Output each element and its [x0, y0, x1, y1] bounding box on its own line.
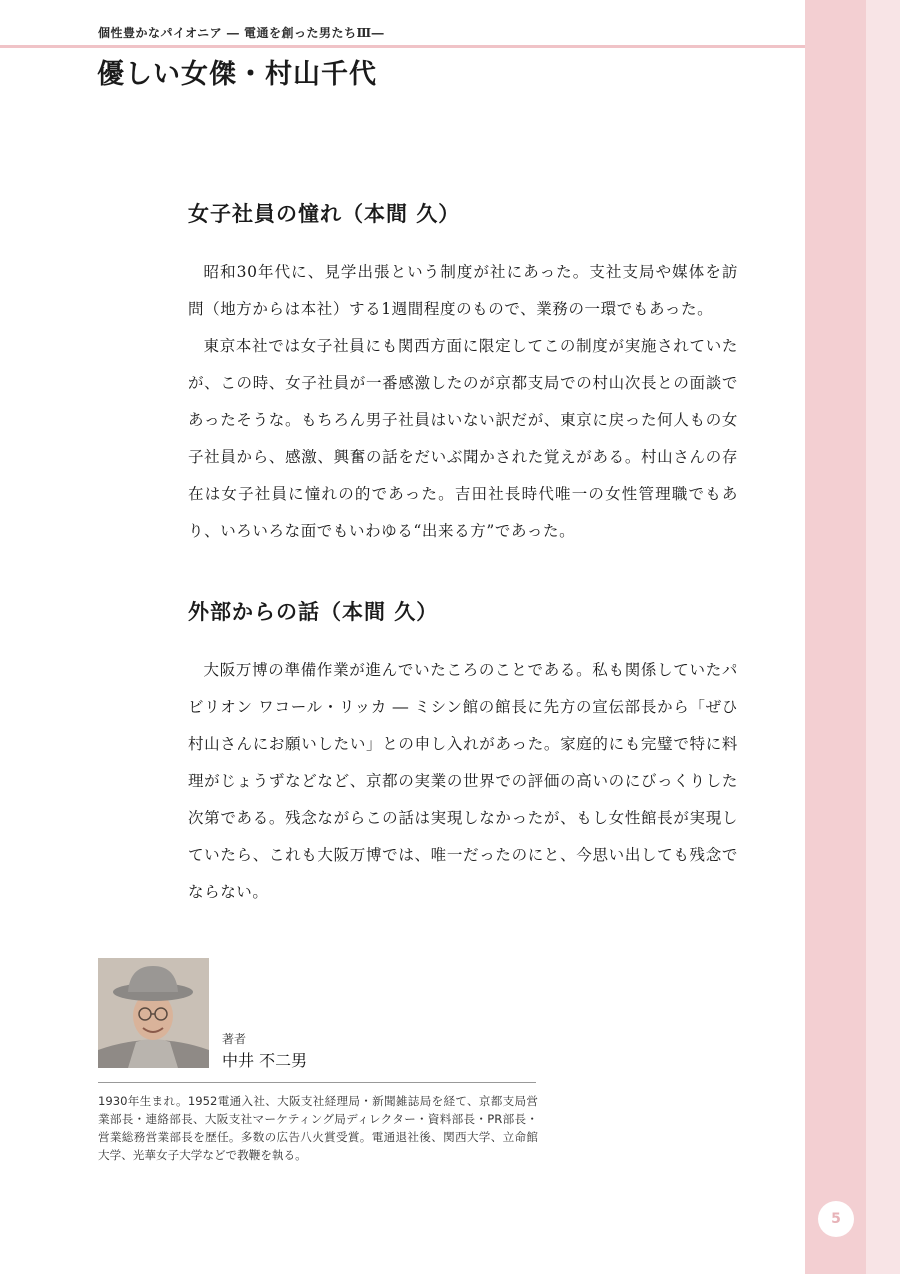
section-2: [188, 596, 738, 911]
author-bio: 1930年生まれ。1952電通入社、大阪支社経理局・新聞雑誌局を経て、京都支局営業部長・連絡部長、大阪支社マーケティング局ディレクター・資料部長・PR部長・営業総務営業部長を歴任。多数の広告八火賞受賞。電通退社後、関西大学、立命館大学、光華女子大学などで教鞭を執る。: [98, 1094, 538, 1162]
page-number: 5: [818, 1201, 854, 1237]
paragraph: 東京本社では女子社員にも関西方面に限定してこの制度が実施されていたが、この時、女子社員が一番感激したのが京都支局での村山次長との面談であったそうな。もちろん男子社員はいない訳だが、東京に戻った何人もの女子社員から、感激、興奮の話をだいぶ聞かされた覚えがある。村山さんの存在は女子社員に憧れの的であった。吉田社長時代唯一の女性管理職でもあり、いろいろな面でもいわゆる“出来る方”であった。: [188, 337, 738, 540]
header-rule: [0, 45, 805, 48]
bio-divider: [98, 1082, 536, 1083]
paragraph: 昭和30年代に、見学出張という制度が社にあった。支社支局や媒体を訪問（地方からは本社）する1週間程度のもので、業務の一環でもあった。: [188, 263, 738, 318]
page-title: 優しい女傑・村山千代: [97, 59, 377, 90]
running-head: 個性豊かなパイオニア ― 電通を創った男たちⅢ―: [98, 26, 385, 40]
section-1: [188, 198, 738, 550]
paragraph: 大阪万博の準備作業が進んでいたころのことである。私も関係していたパビリオン ワコール・リッカ ― ミシン館の館長に先方の宣伝部長から「ぜひ村山さんにお願いしたい」との申し入れがあった。家庭的にも完璧で特に料理がじょうずなどなど、京都の実業の世界での評価の高いのにびっくりした次第である。残念ながらこの話は実現しなかったが、もし女性館長が実現していたら、これも大阪万博では、唯一だったのにと、今思い出しても残念でならない。: [188, 661, 738, 901]
section-heading: 女子社員の憧れ（本間 久）: [188, 201, 461, 226]
section-heading: 外部からの話（本間 久）: [188, 599, 439, 624]
author-label: 著者: [222, 1032, 247, 1046]
side-band-inner: [866, 0, 900, 1274]
author-portrait-illustration: [98, 958, 209, 1068]
author-name: 中井 不二男: [222, 1051, 308, 1070]
author-photo: [98, 958, 209, 1068]
